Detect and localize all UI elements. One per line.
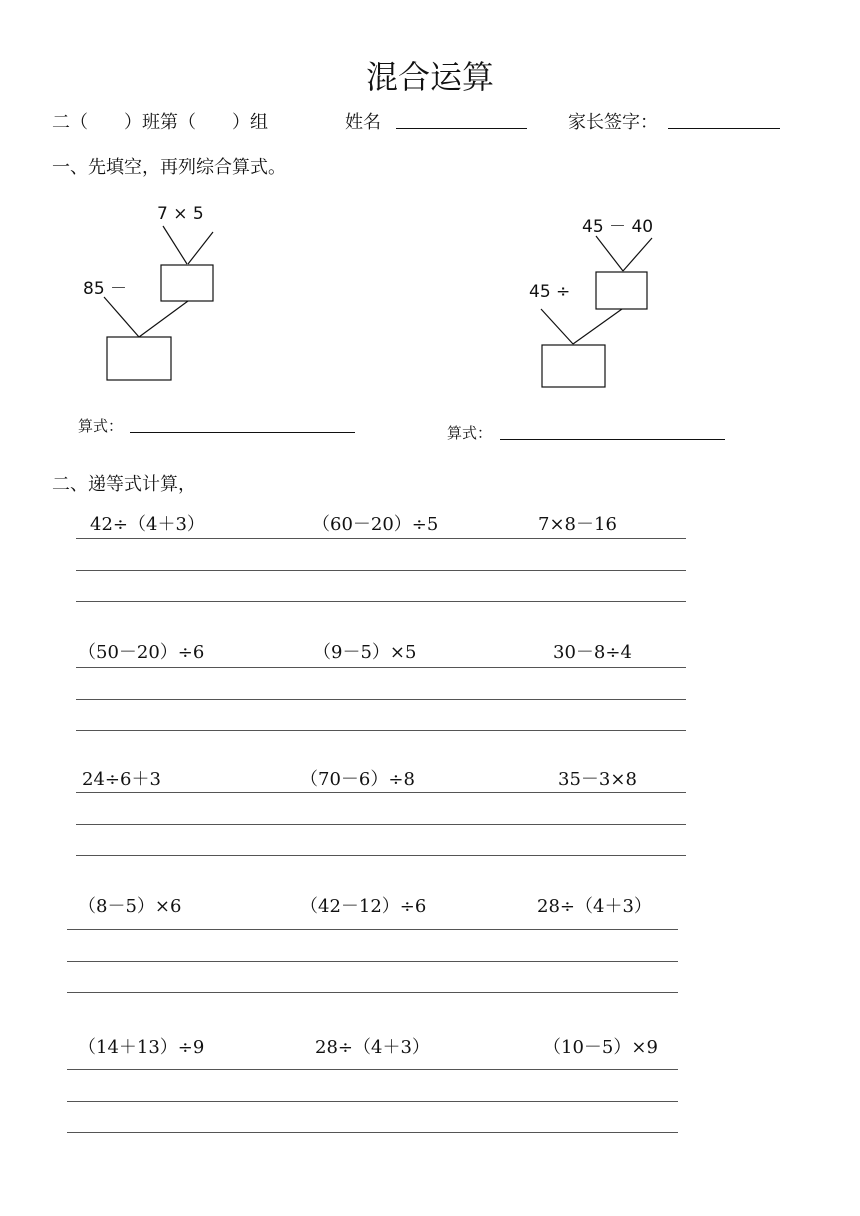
tree1-inner-answer-box xyxy=(161,265,213,301)
section2-heading: 二、递等式计算， xyxy=(52,474,196,495)
problem-3-3: 35－3×8 xyxy=(558,769,637,790)
problem-5-3: （10－5）×9 xyxy=(543,1037,658,1058)
answer-line[interactable] xyxy=(76,667,686,668)
tree2-top-expression: 45 － 40 xyxy=(582,217,654,237)
tree1-top-expression: 7 × 5 xyxy=(157,204,204,224)
formula1-blank[interactable] xyxy=(130,432,355,433)
problem-5-2: 28÷（4＋3） xyxy=(315,1037,430,1058)
tree2-inner-answer-box xyxy=(596,272,647,309)
tree2-result-box xyxy=(542,345,605,387)
parent-signature-label: 家长签字： xyxy=(568,112,658,133)
class-group-label: 二（ ）班第（ ）组 xyxy=(52,112,268,133)
problem-4-1: （8－5）×6 xyxy=(78,896,182,917)
answer-line[interactable] xyxy=(76,792,686,793)
problem-3-1: 24÷6＋3 xyxy=(82,769,161,790)
answer-line[interactable] xyxy=(67,1101,678,1102)
answer-line[interactable] xyxy=(67,1132,678,1133)
problem-2-3: 30－8÷4 xyxy=(553,642,632,663)
formula1-label: 算式： xyxy=(78,417,124,435)
answer-line[interactable] xyxy=(76,699,686,700)
problem-4-3: 28÷（4＋3） xyxy=(537,896,652,917)
answer-line[interactable] xyxy=(76,824,686,825)
problem-2-1: （50－20）÷6 xyxy=(78,642,205,663)
tree2-side-expression: 45 ÷ xyxy=(529,282,571,302)
tree1-lines xyxy=(104,226,213,337)
formula2-label: 算式： xyxy=(447,424,493,442)
answer-line[interactable] xyxy=(67,1069,678,1070)
page-title: 混合运算 xyxy=(365,58,494,96)
problem-5-1: （14＋13）÷9 xyxy=(78,1037,205,1058)
answer-line[interactable] xyxy=(76,730,686,731)
problem-4-2: （42－12）÷6 xyxy=(300,896,427,917)
problem-1-1: 42÷（4＋3） xyxy=(90,514,205,535)
problem-3-2: （70－6）÷8 xyxy=(300,769,415,790)
problem-1-3: 7×8－16 xyxy=(538,514,617,535)
tree1-result-box xyxy=(107,337,171,380)
problem-2-2: （9－5）×5 xyxy=(313,642,417,663)
answer-line[interactable] xyxy=(76,538,686,539)
answer-line[interactable] xyxy=(67,961,678,962)
section1-heading: 一、先填空，再列综合算式。 xyxy=(52,157,286,178)
problem-1-2: （60－20）÷5 xyxy=(312,514,439,535)
answer-line[interactable] xyxy=(67,929,678,930)
answer-line[interactable] xyxy=(76,855,686,856)
answer-line[interactable] xyxy=(67,992,678,993)
answer-line[interactable] xyxy=(76,570,686,571)
tree1-side-expression: 85 － xyxy=(83,279,128,299)
formula2-blank[interactable] xyxy=(500,439,725,440)
name-label: 姓名 xyxy=(345,112,381,133)
answer-line[interactable] xyxy=(76,601,686,602)
